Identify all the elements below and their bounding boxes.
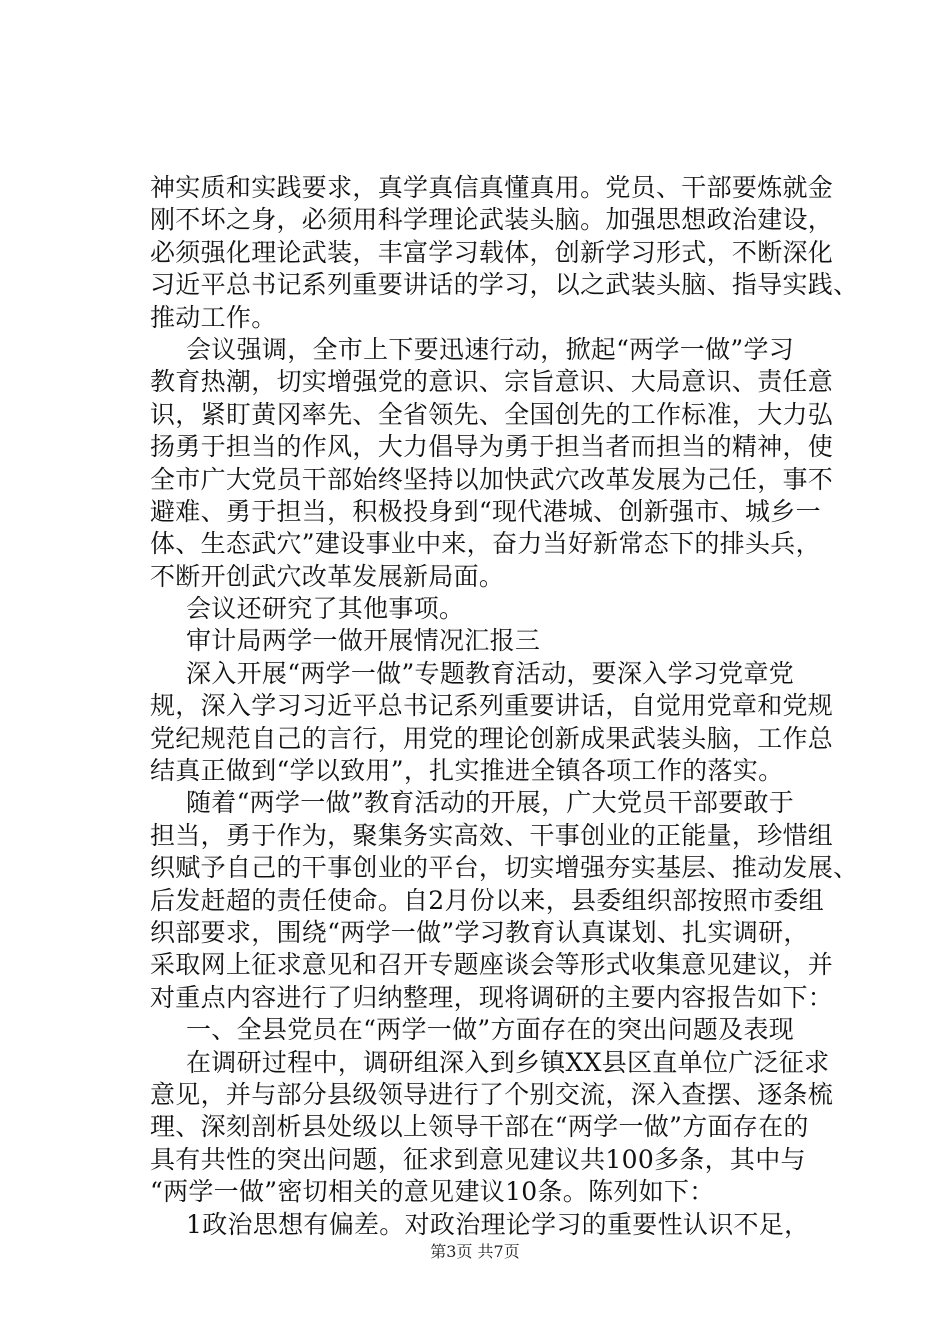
text-line: 审计局两学一做开展情况汇报三	[186, 626, 541, 656]
text-line: 推动工作。	[150, 302, 277, 332]
text-line: 全市广大党员干部始终坚持以加快武穴改革发展为己任，事不	[150, 464, 834, 494]
text-line: 规，深入学习习近平总书记系列重要讲话，自觉用党章和党规	[150, 691, 834, 721]
text-line: 理、深刻剖析县处级以上领导干部在“两学一做”方面存在的	[150, 1112, 809, 1142]
text-line: 织部要求，围绕“两学一做”学习教育认真谋划、扎实调研，	[150, 917, 809, 947]
text-line: 后发赶超的责任使命。自2月份以来，县委组织部按照市委组	[150, 885, 825, 915]
text-line: 意见，并与部分县级领导进行了个别交流，深入查摆、逐条梳	[150, 1079, 834, 1109]
text-line: “两学一做”密切相关的意见建议10条。陈列如下：	[150, 1177, 715, 1207]
text-line: 一、全县党员在“两学一做”方面存在的突出问题及表现	[186, 1015, 795, 1045]
text-line: 体、生态武穴”建设事业中来，奋力当好新常态下的排头兵，	[150, 529, 821, 559]
text-line: 识，紧盯黄冈率先、全省领先、全国创先的工作标准，大力弘	[150, 399, 834, 429]
text-line: 在调研过程中，调研组深入到乡镇XX县区直单位广泛征求	[186, 1047, 830, 1077]
text-line: 刚不坏之身，必须用科学理论武装头脑。加强思想政治建设，	[150, 205, 834, 235]
text-line: 习近平总书记系列重要讲话的学习，以之武装头脑、指导实践、	[150, 270, 859, 300]
text-line: 会议强调，全市上下要迅速行动，掀起“两学一做”学习	[186, 334, 795, 364]
text-line: 结真正做到“学以致用”，扎实推进全镇各项工作的落实。	[150, 756, 784, 786]
text-line: 必须强化理论武装，丰富学习载体，创新学习形式，不断深化	[150, 237, 834, 267]
text-line: 会议还研究了其他事项。	[186, 594, 465, 624]
text-line: 避难、勇于担当，积极投身到“现代港城、创新强市、城乡一	[150, 496, 821, 526]
text-line: 不断开创武穴改革发展新局面。	[150, 561, 505, 591]
text-line: 党纪规范自己的言行，用党的理论创新成果武装头脑，工作总	[150, 723, 834, 753]
text-line: 1政治思想有偏差。对政治理论学习的重要性认识不足，	[186, 1209, 810, 1239]
text-line: 深入开展“两学一做”专题教育活动，要深入学习党章党	[186, 658, 795, 688]
document-body	[150, 172, 859, 1241]
text-line: 织赋予自己的干事创业的平台，切实增强夯实基层、推动发展、	[150, 853, 859, 883]
text-line: 神实质和实践要求，真学真信真懂真用。党员、干部要炼就金	[150, 173, 834, 202]
text-line: 教育热潮，切实增强党的意识、宗旨意识、大局意识、责任意	[150, 367, 834, 397]
page-footer: 第3页 共7页	[430, 1242, 520, 1261]
text-line: 对重点内容进行了归纳整理，现将调研的主要内容报告如下：	[150, 982, 834, 1012]
text-line: 具有共性的突出问题，征求到意见建议共100多条，其中与	[150, 1144, 806, 1174]
text-line: 采取网上征求意见和召开专题座谈会等形式收集意见建议，并	[150, 950, 834, 980]
text-line: 扬勇于担当的作风，大力倡导为勇于担当者而担当的精神，使	[150, 432, 834, 462]
text-line: 随着“两学一做”教育活动的开展，广大党员干部要敢于	[186, 788, 795, 818]
text-line: 担当，勇于作为，聚集务实高效、干事创业的正能量，珍惜组	[150, 820, 834, 850]
